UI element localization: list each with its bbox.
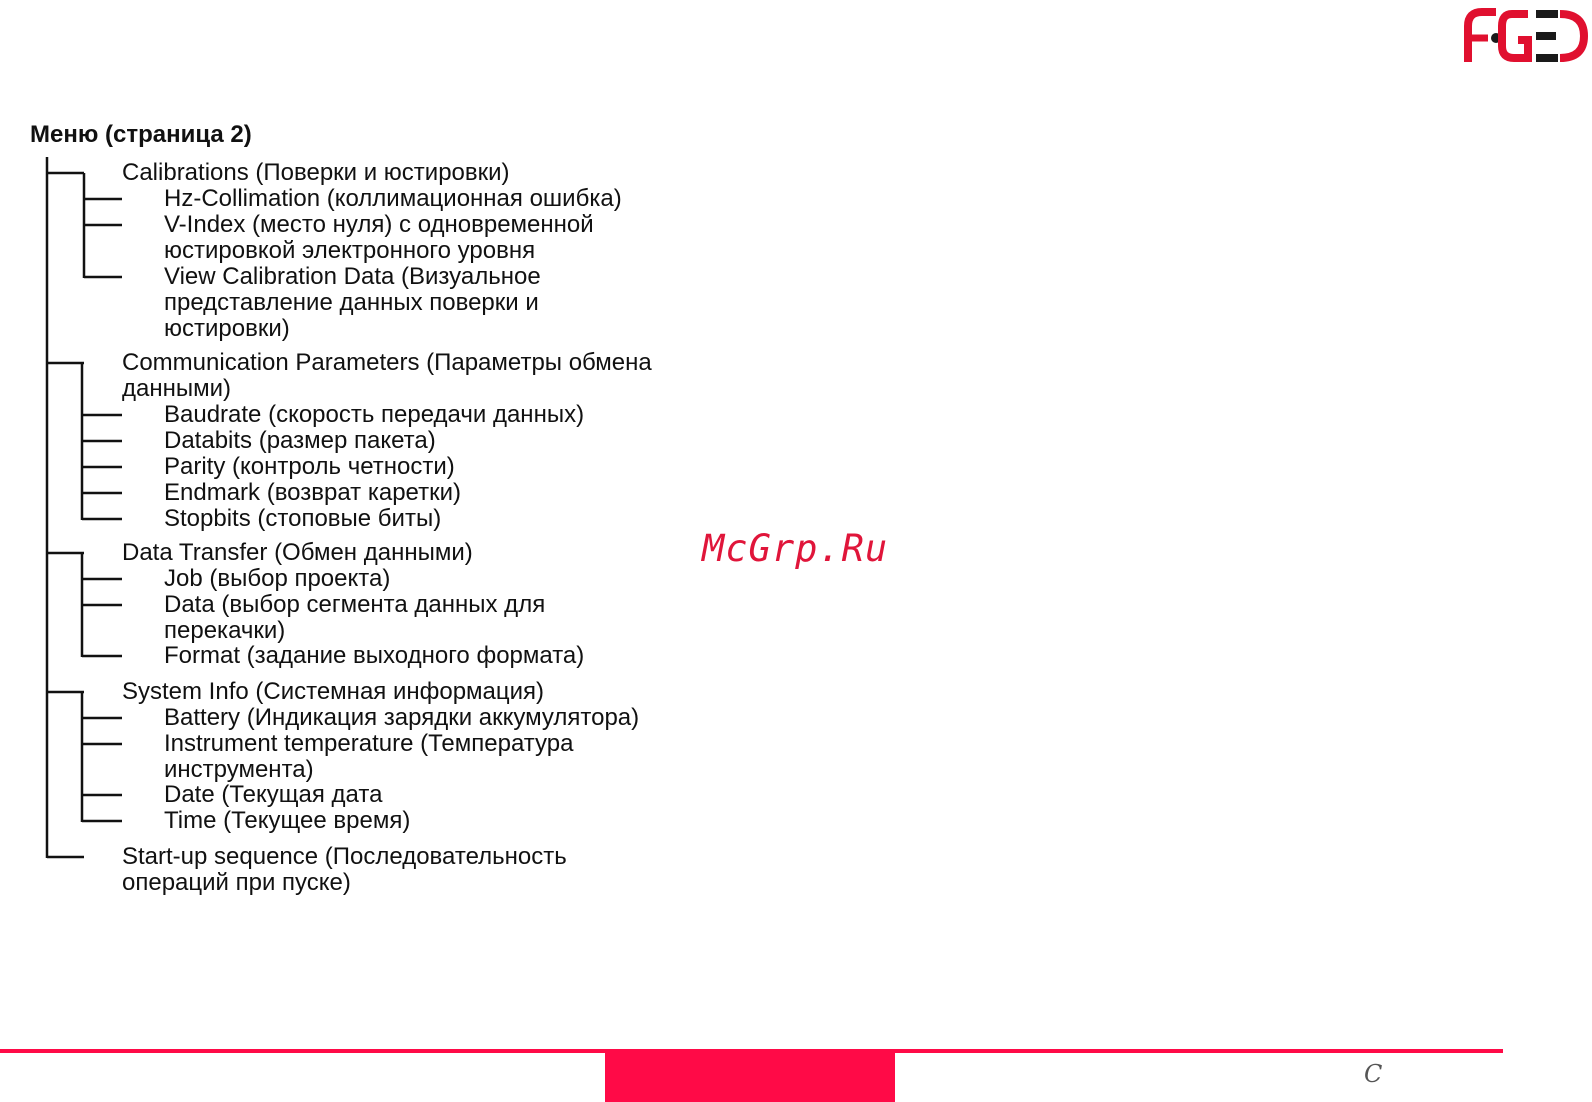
logo-letter-g bbox=[1502, 14, 1528, 58]
menu-item-databits[interactable]: Databits (размер пакета) bbox=[164, 427, 436, 454]
menu-group-communication-parameters[interactable]: Communication Parameters (Параметры обмена данными) bbox=[122, 349, 652, 402]
page-title: Меню (страница 2) bbox=[30, 121, 252, 148]
menu-item-view-calibration-data[interactable]: View Calibration Data (Визуальное представление данных поверки и юстировки) bbox=[164, 263, 541, 342]
menu-group-calibrations[interactable]: Calibrations (Поверки и юстировки) bbox=[122, 159, 510, 186]
menu-item-job[interactable]: Job (выбор проекта) bbox=[164, 565, 391, 592]
logo-letter-e bbox=[1536, 10, 1558, 18]
menu-item-time[interactable]: Time (Текущее время) bbox=[164, 807, 411, 834]
menu-item-hz-collimation[interactable]: Hz-Collimation (коллимационная ошибка) bbox=[164, 185, 622, 212]
menu-item-parity[interactable]: Parity (контроль четности) bbox=[164, 453, 455, 480]
menu-item-stopbits[interactable]: Stopbits (стоповые биты) bbox=[164, 505, 442, 532]
menu-item-date[interactable]: Date (Текущая дата bbox=[164, 781, 383, 808]
menu-group-data-transfer[interactable]: Data Transfer (Обмен данными) bbox=[122, 539, 473, 566]
menu-item-battery[interactable]: Battery (Индикация зарядки аккумулятора) bbox=[164, 704, 640, 731]
menu-item-data[interactable]: Data (выбор сегмента данных для перекачки) bbox=[164, 591, 546, 644]
watermark-text: McGrp.Ru bbox=[702, 527, 889, 570]
menu-item-format[interactable]: Format (задание выходного формата) bbox=[164, 642, 585, 669]
menu-item-baudrate[interactable]: Baudrate (скорость передачи данных) bbox=[164, 401, 585, 428]
footer-tab bbox=[605, 1049, 895, 1102]
age-logo bbox=[1462, 4, 1588, 64]
menu-item-v-index[interactable]: V-Index (место нуля) с одновременной юстировкой электронного уровня bbox=[164, 211, 594, 264]
footer-mark: C bbox=[1364, 1060, 1383, 1088]
menu-group-system-info[interactable]: System Info (Системная информация) bbox=[122, 678, 545, 705]
menu-group-start-up-sequence[interactable]: Start-up sequence (Последовательность операций при пуске) bbox=[122, 843, 567, 896]
menu-item-endmark[interactable]: Endmark (возврат каретки) bbox=[164, 479, 461, 506]
menu-item-instrument-temperature[interactable]: Instrument temperature (Температура инструмента) bbox=[164, 730, 574, 783]
